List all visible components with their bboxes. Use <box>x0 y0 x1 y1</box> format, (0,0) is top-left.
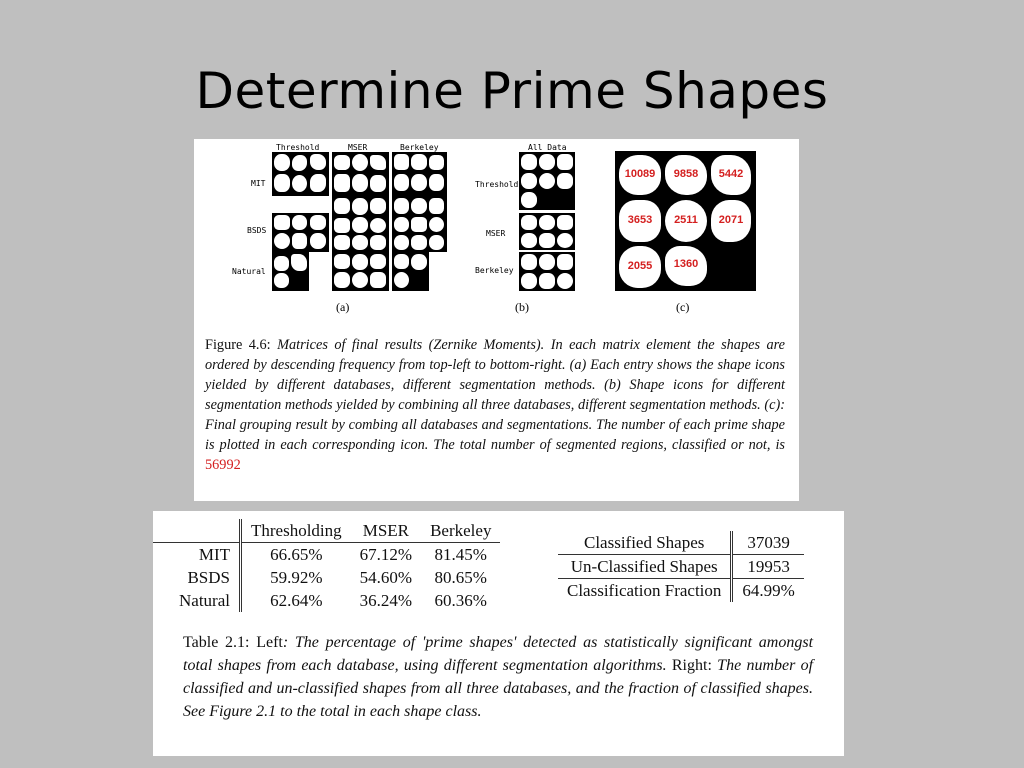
table-cell: 60.36% <box>434 590 487 610</box>
table-caption-right-word: Right: <box>671 657 712 674</box>
table-row <box>153 543 500 567</box>
shape-cell-bsds-threshold <box>272 213 329 252</box>
col-header-threshold: Threshold <box>276 143 320 152</box>
table-cell: 67.12% <box>359 544 413 564</box>
count-label: 5442 <box>718 168 744 180</box>
row-header-bsds: BSDS <box>247 226 267 235</box>
table-caption <box>183 631 813 723</box>
count-label: 3653 <box>627 214 653 226</box>
row-label: Un-Classified Shapes <box>570 556 718 576</box>
final-grouping-matrix <box>615 151 756 291</box>
table-cell: 37039 <box>732 531 804 555</box>
shape-cell-bsds-mser <box>332 196 389 252</box>
row-label: BSDS <box>187 567 230 587</box>
figure-caption <box>205 335 785 475</box>
table-cell: 54.60% <box>359 567 413 587</box>
left-table-header: Thresholding <box>241 519 351 543</box>
count-label: 1360 <box>673 258 699 270</box>
table-cell: 36.24% <box>359 590 413 610</box>
table-cell: 80.65% <box>434 567 487 587</box>
shape-cell-mit-threshold <box>272 152 329 196</box>
sub-label-b: (b) <box>515 300 529 314</box>
tables-panel <box>153 511 844 756</box>
row-label: Classification Fraction <box>567 580 722 600</box>
slide-title: Determine Prime Shapes <box>195 62 829 120</box>
sub-label-c: (c) <box>676 300 690 314</box>
count-label: 2071 <box>718 214 744 226</box>
table-row <box>558 555 804 579</box>
b-row-mser: MSER <box>486 229 506 238</box>
shape-cell-natural-berkeley <box>392 252 429 291</box>
left-table-header: MSER <box>362 520 410 540</box>
left-table <box>153 519 500 612</box>
figure-caption-total: 56992 <box>205 457 241 473</box>
table-row <box>153 566 500 589</box>
shape-cell-all-mser <box>519 213 575 250</box>
table-cell: 64.99% <box>732 579 804 603</box>
left-table-header-row <box>153 519 500 543</box>
table-cell: 19953 <box>732 555 804 579</box>
table-row <box>558 579 804 603</box>
col-header-berkeley: Berkeley <box>400 143 439 152</box>
table-cell: 81.45% <box>434 544 487 564</box>
count-label: 9858 <box>673 168 699 180</box>
shape-cell-natural-mser <box>332 252 389 291</box>
table-caption-lead: Table 2.1: <box>183 634 250 651</box>
left-table-header: Berkeley <box>430 520 492 540</box>
table-cell: 62.64% <box>241 589 351 612</box>
count-label: 2511 <box>674 214 698 226</box>
row-label: Classified Shapes <box>583 532 705 552</box>
b-header-all-data: All Data <box>528 143 567 152</box>
table-caption-right-text: The number of classified and un-classified shapes from all three databases, and the fraction of classified shapes. See Figure 2.1 to the total in each shape class. <box>183 657 814 720</box>
right-table <box>558 531 804 602</box>
table-caption-left-word: Left <box>256 634 283 651</box>
shape-cell-bsds-berkeley <box>392 196 447 252</box>
row-header-natural: Natural <box>232 267 266 276</box>
figure-caption-body: Matrices of final results (Zernike Moments). In each matrix element the shapes are ordered by descending frequency from top-left to bottom-right. (a) Each entry shows the shape icons yielded by different databases, different segmentation methods. (b) Shape icons for different segmentation methods yielded by combining all three databases, different segmentation methods. (c): Final grouping result by combing all databases and segmentations. The number of each prime shape is plotted in each corresponding icon. The total number of segmented regions, classified or not, is <box>205 337 785 453</box>
figure-panel <box>194 139 799 501</box>
shape-cell-natural-threshold <box>272 252 309 291</box>
count-label: 2055 <box>627 260 653 272</box>
table-row <box>153 589 500 612</box>
shape-cell-all-berkeley <box>519 252 575 291</box>
b-row-berkeley: Berkeley <box>475 266 514 275</box>
table-caption-left-text: : The percentage of 'prime shapes' detected as statistically significant amongst total shapes from each database, using different segmentation algorithms. <box>183 634 814 674</box>
col-header-mser: MSER <box>348 143 368 152</box>
figure-caption-lead: Figure 4.6: <box>205 337 271 353</box>
sub-label-a: (a) <box>336 300 350 314</box>
shape-cell-mit-berkeley <box>392 152 447 196</box>
table-row <box>558 531 804 555</box>
table-cell: 66.65% <box>241 543 351 567</box>
count-label: 10089 <box>624 168 656 180</box>
b-row-threshold: Threshold <box>475 180 519 189</box>
shape-cell-all-threshold <box>519 152 575 210</box>
row-label: Natural <box>179 590 230 610</box>
table-cell: 59.92% <box>241 566 351 589</box>
row-header-mit: MIT <box>251 179 266 188</box>
row-label: MIT <box>198 544 230 564</box>
shape-cell-mit-mser <box>332 152 389 196</box>
